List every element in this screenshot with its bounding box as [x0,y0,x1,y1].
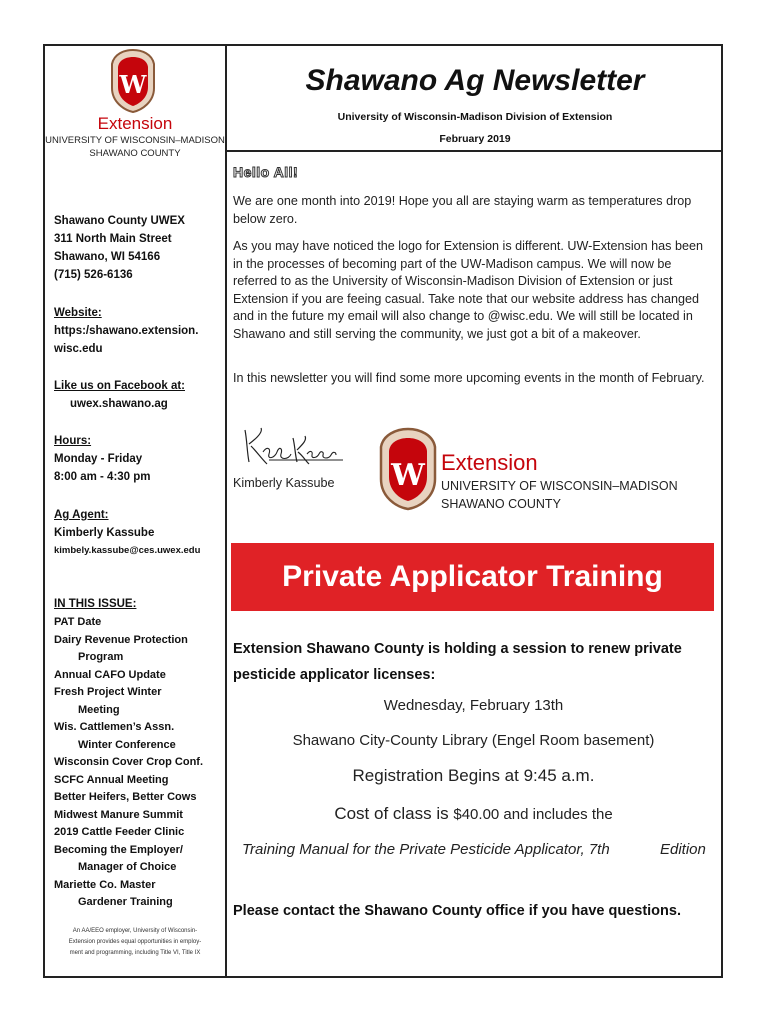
hours-time: 8:00 am - 4:30 pm [54,471,151,483]
issue-item: PAT Date [54,616,102,628]
agent-label: Ag Agent: [54,509,109,521]
pat-location: Shawano City-County Library (Engel Room basement) [292,732,655,749]
hours-block [54,432,151,486]
pat-manual-edition: Edition [660,841,706,858]
issue-label: IN THIS ISSUE: [54,598,137,610]
issue-item: Fresh Project Winter [54,686,162,698]
facebook-handle[interactable]: uwex.shawano.ag [70,398,168,410]
issue-item: Gardener Training [78,896,173,908]
logo-county: SHAWANO COUNTY [89,148,181,159]
facebook-label: Like us on Facebook at: [54,380,185,392]
svg-text:W: W [391,458,425,493]
pat-cost-prefix: Cost of class is [334,804,449,823]
pat-intro-line2: pesticide applicator licenses: [233,667,436,683]
issue-item: Meeting [78,703,120,716]
pat-contact: Please contact the Shawano County office if you have questions. [233,903,681,919]
signature-image [235,420,345,472]
logo-brand: Extension [97,114,173,133]
issue-item: Winter Conference [78,738,176,751]
issue-list [54,614,203,912]
issue-item: Better Heifers, Better Cows [54,791,197,803]
hours-label: Hours: [54,435,92,447]
office-street: 311 North Main Street [54,233,172,245]
eeo-statement [46,926,224,959]
large-logo-university: UNIVERSITY OF WISCONSIN–MADISON [441,479,678,493]
website-label: Website: [54,307,102,319]
issue-item: SCFC Annual Meeting [54,773,169,786]
office-name: Shawano County UWEX [54,215,185,227]
pat-registration: Registration Begins at 9:45 a.m. [352,766,595,785]
pat-manual: Training Manual for the Private Pesticide Applicator, 7th [242,841,610,858]
svg-text:W: W [119,70,147,99]
website-link-line2[interactable]: wisc.edu [54,343,103,355]
agent-block [54,506,200,560]
uw-crest-large-icon [378,427,438,511]
greeting-heading: Hello All! [233,164,299,180]
letter-para-2: As you may have noticed the logo for Extension is different. UW-Extension has been in the processes of becoming part of the UW-Madison campus. We will now be referred to as the University of Wisconsin-Madison Division of Extension or just Extension if you are feeing casual. Take note that our website address has changed and in the future my email will also change to @wisc.edu. We will still be located in Shawano and still serving the community, we just got a bit of a makeover. [233,239,703,341]
logo-university: UNIVERSITY OF WISCONSIN–MADISON [45,135,225,146]
letter-para-3: In this newsletter you will find some more upcoming events in the month of February. [233,371,705,385]
website-block [54,304,198,358]
large-logo-county: SHAWANO COUNTY [441,497,561,511]
issue-item: Midwest Manure Summit [54,808,183,821]
issue-item: Dairy Revenue Protection [54,633,188,646]
newsletter-subtitle: University of Wisconsin-Madison Division of Extension [337,111,613,123]
pat-title-banner: Private Applicator Training [231,543,714,611]
letter-para-1: We are one month into 2019! Hope you all are staying warm as temperatures drop below zero. [233,194,692,226]
issue-item: Annual CAFO Update [54,668,166,681]
office-city: Shawano, WI 54166 [54,251,161,263]
newsletter-title: Shawano Ag Newsletter [305,64,645,97]
uw-crest-icon [108,48,158,114]
office-phone: (715) 526-6136 [54,269,133,281]
issue-item: Mariette Co. Master [54,878,156,891]
issue-item: 2019 Cattle Feeder Clinic [54,826,185,838]
pat-cost [231,804,716,824]
pat-intro-line1: Extension Shawano County is holding a session to renew private [233,641,682,657]
issue-item: Wis. Cattlemen’s Assn. [54,721,175,733]
large-logo-brand: Extension [441,450,538,475]
pat-date: Wednesday, February 13th [383,697,564,714]
facebook-block [54,377,185,413]
issue-item: Becoming the Employer/ [54,843,183,856]
newsletter-date: February 2019 [439,133,511,145]
office-address [54,212,185,284]
website-link-line1[interactable]: https:/shawano.extension. [54,325,199,337]
hours-days: Monday - Friday [54,453,143,465]
eeo-line: An AA/EEO employer, University of Wisconsin- [72,928,198,934]
issue-block [54,595,203,912]
issue-item: Wisconsin Cover Crop Conf. [54,756,204,768]
pat-cost-amount: $40.00 and includes the [453,806,613,823]
issue-item: Program [78,651,124,663]
header-divider [227,150,723,152]
eeo-line: Extension provides equal opportunities in employ- [68,939,202,945]
eeo-line: ment and programming, including Title VI, Title IX [69,950,201,956]
agent-name: Kimberly Kassube [54,527,155,539]
issue-item: Manager of Choice [78,861,177,873]
signature-name: Kimberly Kassube [233,476,335,490]
agent-email[interactable]: kimbely.kassube@ces.uwex.edu [54,545,201,556]
pat-intro [233,636,713,688]
